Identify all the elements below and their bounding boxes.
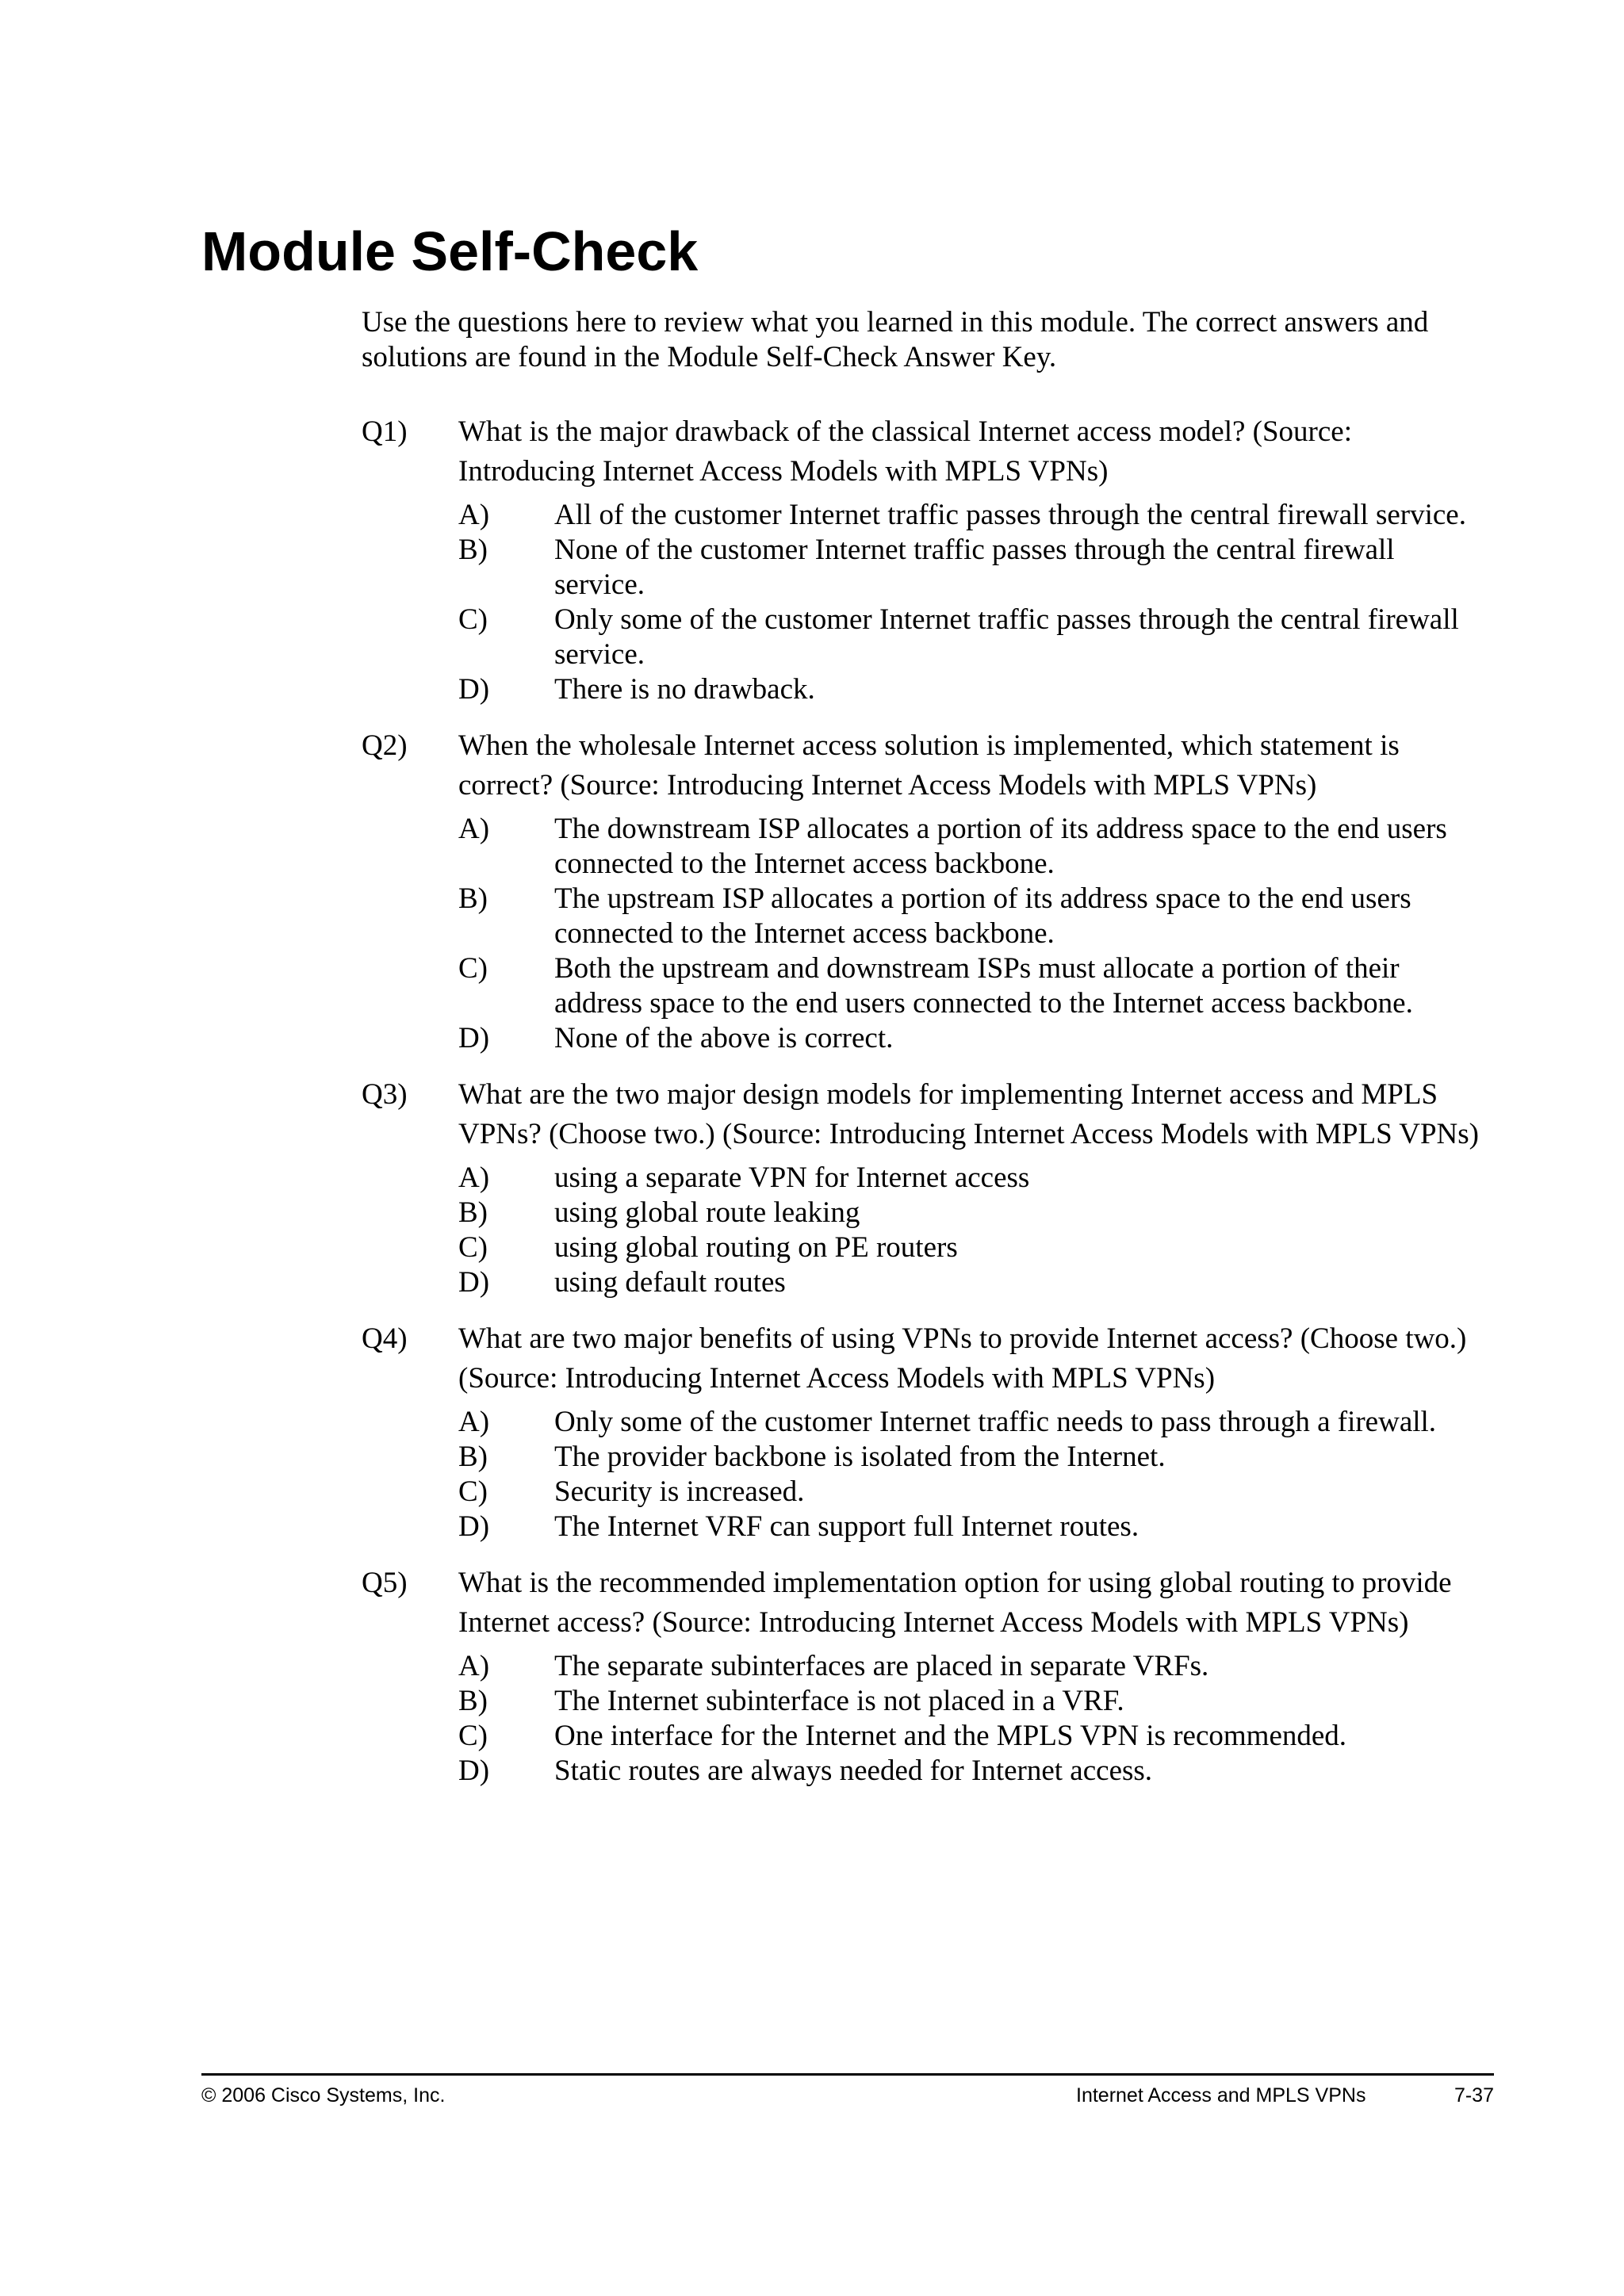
question-text: When the wholesale Internet access solution is implemented, which statement is correct? (Source: Introducing Internet Access Models with MPLS VPNs) (458, 729, 1400, 802)
question-2 (362, 726, 1488, 1056)
option-text: Only some of the customer Internet traffic passes through the central firewall service. (554, 603, 1459, 671)
option-letter: C) (458, 1475, 488, 1508)
footer-page-number: 7-37 (1454, 2084, 1494, 2107)
answer-option (458, 1684, 1488, 1719)
question-text: What are the two major design models for implementing Internet access and MPLS VPNs? (Choose two.) (Source: Introducing Internet Access Models with MPLS VPNs) (458, 1078, 1479, 1150)
answer-options (458, 1405, 1488, 1544)
option-text: None of the customer Internet traffic passes through the central firewall service. (554, 534, 1395, 601)
page-title: Module Self-Check (201, 220, 699, 282)
option-letter: B) (458, 1196, 488, 1229)
option-letter: B) (458, 1441, 488, 1473)
option-text: The separate subinterfaces are placed in separate VRFs. (554, 1650, 1209, 1682)
option-letter: A) (458, 1650, 490, 1682)
question-number: Q3) (362, 1078, 408, 1111)
footer-divider (201, 2073, 1494, 2076)
option-text: Both the upstream and downstream ISPs must allocate a portion of their address space to the end users connected to the Internet access backbone. (554, 952, 1413, 1020)
option-text: using global route leaking (554, 1196, 860, 1229)
answer-options (458, 1161, 1488, 1300)
answer-option (458, 603, 1488, 672)
option-text: Static routes are always needed for Internet access. (554, 1755, 1153, 1787)
answer-option (458, 1230, 1488, 1265)
option-text: using global routing on PE routers (554, 1231, 958, 1264)
answer-option (458, 1196, 1488, 1230)
option-text: The Internet subinterface is not placed in a VRF. (554, 1685, 1124, 1717)
answer-option (458, 1719, 1488, 1754)
option-text: One interface for the Internet and the MPLS VPN is recommended. (554, 1720, 1347, 1752)
answer-option (458, 1265, 1488, 1300)
question-4 (362, 1319, 1488, 1544)
question-number: Q5) (362, 1567, 408, 1599)
option-letter: C) (458, 1231, 488, 1264)
question-text: What is the major drawback of the classical Internet access model? (Source: Introducing Internet Access Models with MPLS VPNs) (458, 415, 1353, 488)
answer-options (458, 1649, 1488, 1789)
answer-option (458, 1405, 1488, 1440)
option-letter: D) (458, 1510, 490, 1543)
option-letter: D) (458, 1755, 490, 1787)
answer-option (458, 498, 1488, 533)
option-letter: B) (458, 1685, 488, 1717)
question-text: What is the recommended implementation option for using global routing to provide Internet access? (Source: Introducing Internet Access Models with MPLS VPNs) (458, 1567, 1452, 1639)
answer-option (458, 672, 1488, 707)
option-text: using default routes (554, 1266, 786, 1299)
question-5 (362, 1563, 1488, 1789)
question-number: Q4) (362, 1322, 408, 1355)
answer-option (458, 1161, 1488, 1196)
option-letter: B) (458, 882, 488, 915)
option-text: Only some of the customer Internet traffic needs to pass through a firewall. (554, 1406, 1437, 1438)
answer-option (458, 1021, 1488, 1056)
option-text: The provider backbone is isolated from the Internet. (554, 1441, 1166, 1473)
question-head (362, 1563, 1488, 1643)
option-letter: D) (458, 1022, 490, 1054)
question-number: Q2) (362, 729, 408, 762)
question-text: What are two major benefits of using VPNs to provide Internet access? (Choose two.) (Source: Introducing Internet Access Models with MPLS VPNs) (458, 1322, 1467, 1395)
option-text: The upstream ISP allocates a portion of its address space to the end users connected to the Internet access backbone. (554, 882, 1411, 950)
question-3 (362, 1075, 1488, 1300)
question-head (362, 412, 1488, 492)
footer-copyright: © 2006 Cisco Systems, Inc. (201, 2084, 446, 2107)
option-text: None of the above is correct. (554, 1022, 894, 1054)
answer-option (458, 1440, 1488, 1475)
question-number: Q1) (362, 415, 408, 448)
question-1 (362, 412, 1488, 707)
option-letter: A) (458, 813, 490, 845)
intro-paragraph: Use the questions here to review what you learned in this module. The correct answers and solutions are found in the Module Self-Check Answer Key. (362, 306, 1429, 373)
answer-options (458, 812, 1488, 1056)
answer-option (458, 533, 1488, 603)
question-list (362, 412, 1488, 1808)
question-head (362, 726, 1488, 806)
answer-options (458, 498, 1488, 707)
option-letter: D) (458, 673, 490, 706)
answer-option (458, 1475, 1488, 1510)
option-letter: D) (458, 1266, 490, 1299)
answer-option (458, 812, 1488, 882)
footer-module-title: Internet Access and MPLS VPNs (1076, 2084, 1366, 2107)
option-letter: C) (458, 603, 488, 636)
option-text: using a separate VPN for Internet access (554, 1161, 1030, 1194)
option-text: All of the customer Internet traffic passes through the central firewall service. (554, 499, 1466, 531)
option-letter: C) (458, 1720, 488, 1752)
answer-option (458, 1754, 1488, 1789)
option-letter: C) (458, 952, 488, 985)
answer-option (458, 1510, 1488, 1544)
answer-option (458, 882, 1488, 951)
option-letter: A) (458, 1406, 490, 1438)
question-head (362, 1075, 1488, 1154)
answer-option (458, 951, 1488, 1021)
option-letter: B) (458, 534, 488, 566)
option-text: The Internet VRF can support full Internet routes. (554, 1510, 1139, 1543)
question-head (362, 1319, 1488, 1399)
option-text: Security is increased. (554, 1475, 805, 1508)
option-letter: A) (458, 1161, 490, 1194)
option-text: There is no drawback. (554, 673, 815, 706)
answer-option (458, 1649, 1488, 1684)
option-letter: A) (458, 499, 490, 531)
option-text: The downstream ISP allocates a portion of its address space to the end users connected to the Internet access backbone. (554, 813, 1447, 880)
